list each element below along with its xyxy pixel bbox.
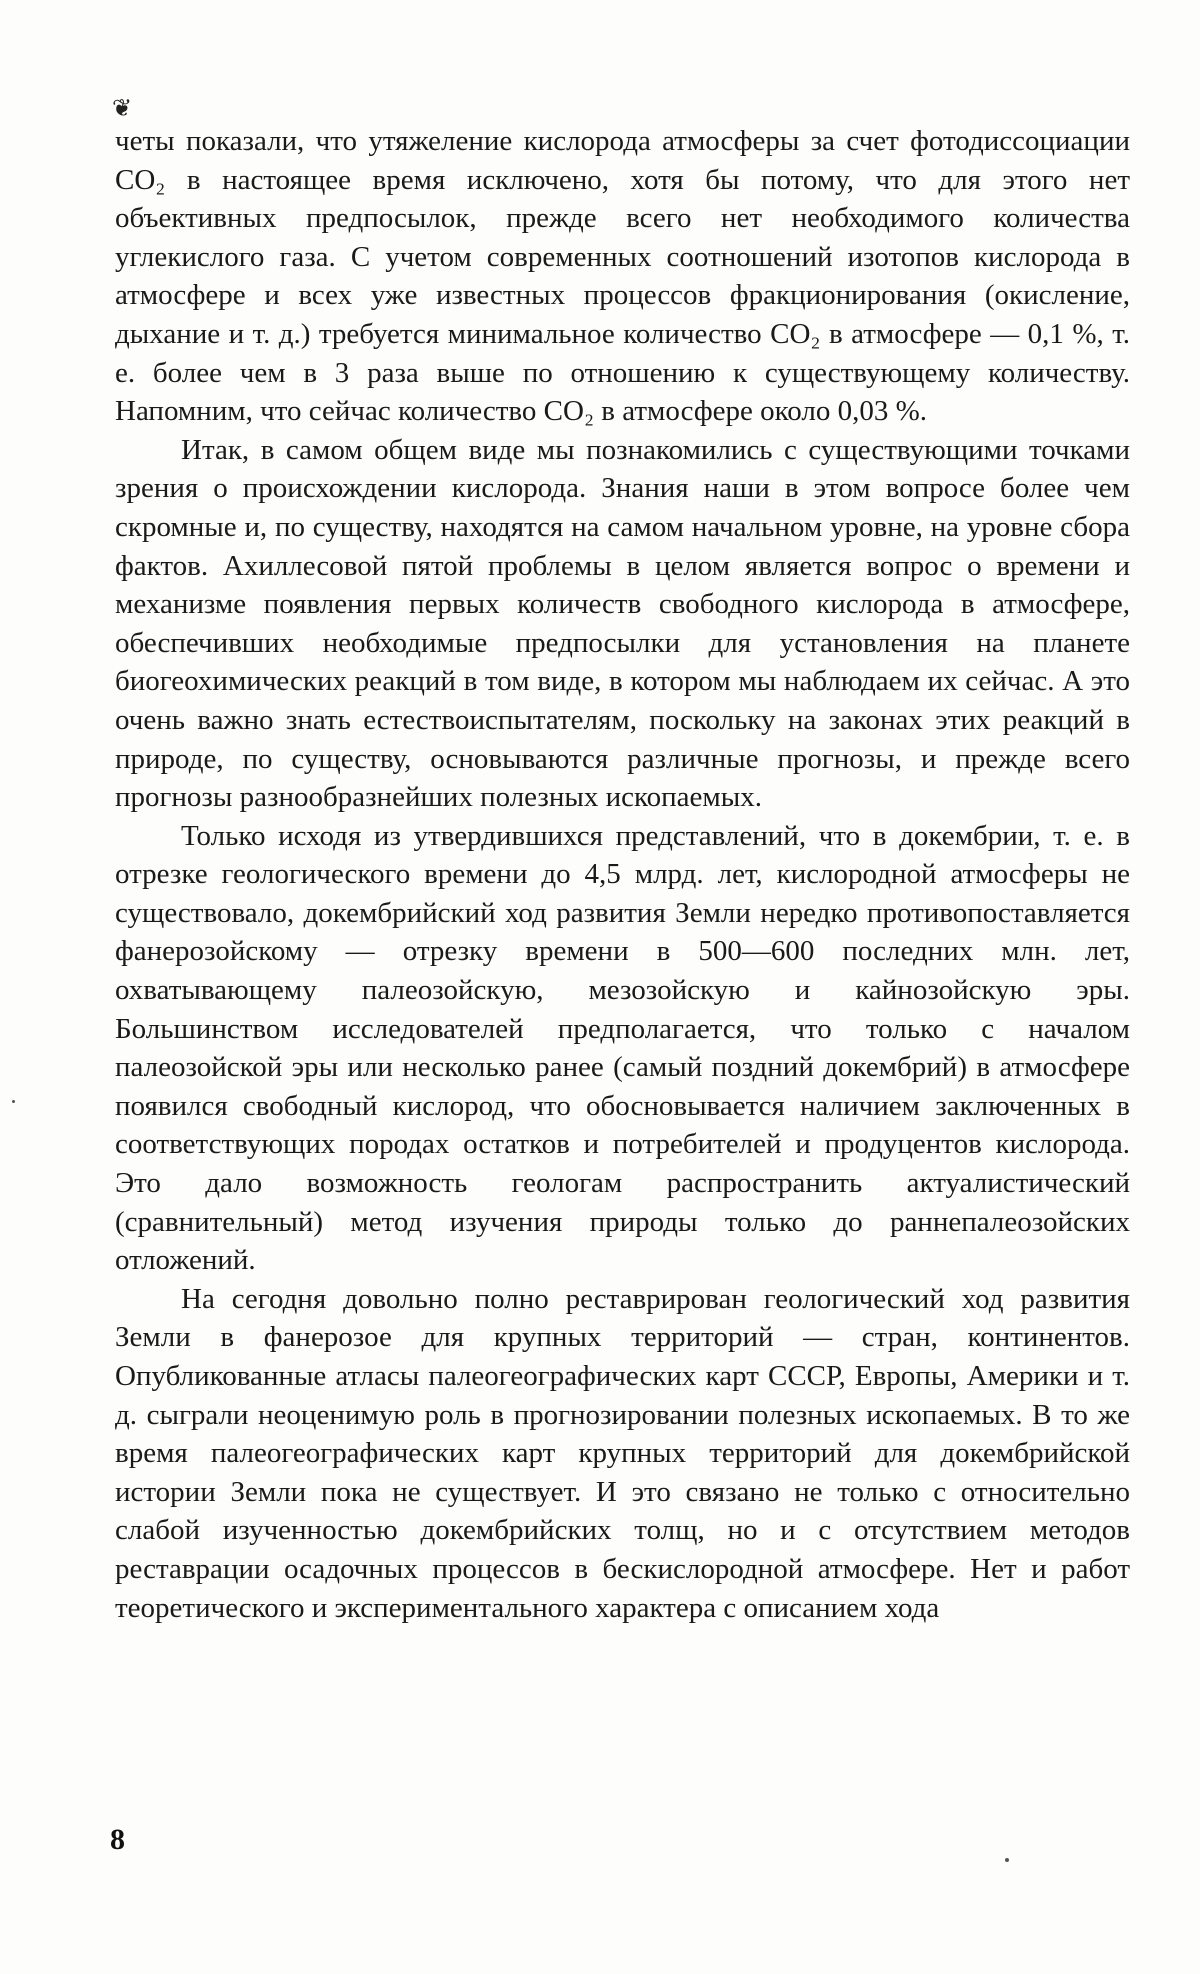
paragraph-3: Только исходя из утвердившихся представлений, что в докембрии, т. е. в отрезке геологического времени до 4,5 млрд. лет, кислородной атмосферы не существовало, докембрийский ход развития Земли нередко противопоставляется фанерозойскому — отрезку времени в 500—600 последних млн. лет, охватывающему палеозойскую, мезозойскую и кайнозойскую эры. Большинством исследователей предполагается, что только с началом палеозойской эры или несколько ранее (самый поздний докембрий) в атмосфере появился свободный кислород, что обосновывается наличием заключенных в соответствующих породах остатков и потребителей и продуцентов кислорода. Это дало возможность геологам распространить актуалистический (сравнительный) метод изучения природы только до раннепалеозойских отложений. <box>115 819 1130 1277</box>
scan-speck <box>12 1100 15 1103</box>
paragraph-4: На сегодня довольно полно реставрирован геологический ход развития Земли в фанерозое для крупных территорий — стран, континентов. Опубликованные атласы палеогеографических карт СССР, Европы, Америки и т. д. сыграли неоценимую роль в прогнозировании полезных ископаемых. В то же время палеогеографических карт крупных территорий для докембрийской истории Земли пока не существует. И это связано не только с относительно слабой изученностью докембрийских толщ, но и с отсутствием методов реставрации осадочных процессов в бескислородной атмосфере. Нет и работ теоретического и экспериментального характера с описанием хода <box>115 1282 1130 1624</box>
page-number: 8 <box>110 1823 125 1856</box>
paragraph-1: четы показали, что утяжеление кислорода атмосферы за счет фотодиссоциации CO₂ в настоящее время исключено, хотя бы потому, что для этого нет объективных предпосылок, прежде всего нет необходимого количества углекислого газа. С учетом современных соотношений изотопов кислорода в атмосфере и всех уже известных процессов фракционирования (окисление, дыхание и т. д.) требуется минимальное количество CO₂ в атмосфере — 0,1 %, т. е. более чем в 3 раза выше по отношению к существующему количеству. Напомним, что сейчас количество CO₂ в атмосфере около 0,03 %. <box>115 125 1130 428</box>
print-mark: ❦ <box>112 96 133 122</box>
scan-speck <box>1005 1858 1009 1862</box>
body-text <box>115 122 1130 1627</box>
paragraph-2: Итак, в самом общем виде мы познакомились с существующими точками зрения о происхождении кислорода. Знания наши в этом вопросе более чем скромные и, по существу, находятся на самом начальном уровне, на уровне сбора фактов. Ахиллесовой пятой проблемы в целом является вопрос о времени и механизме появления первых количеств свободного кислорода в атмосфере, обеспечивших необходимые предпосылки для установления на планете биогеохимических реакций в том виде, в котором мы наблюдаем их сейчас. А это очень важно знать естествоиспытателям, поскольку на законах этих реакций в природе, по существу, основываются различные прогнозы, и прежде всего прогнозы разнообразнейших полезных ископаемых. <box>115 433 1130 814</box>
